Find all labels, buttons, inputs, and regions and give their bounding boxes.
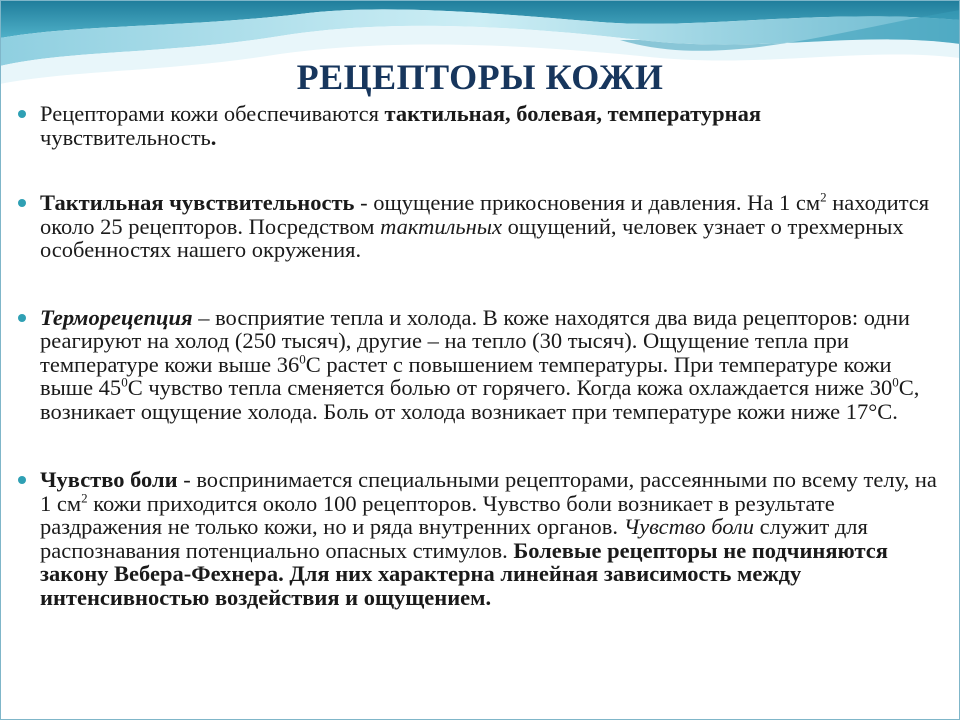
bullet-item-pain: [14, 468, 942, 609]
text-run: С чувство тепла сменяется болью от горячего. Когда кожа охлаждается ниже 30: [127, 375, 893, 400]
slide-title: РЕЦЕПТОРЫ КОЖИ: [296, 57, 664, 97]
bullet-dot-icon: [18, 199, 26, 207]
text-run: - ощущение прикосновения и давления. На 1 см: [354, 190, 821, 215]
text-run: Чувство боли: [623, 514, 754, 539]
text-run: находится около 25 рецепторов. Посредством: [40, 190, 930, 239]
superscript: 0: [121, 374, 128, 390]
superscript: 0: [299, 351, 306, 366]
superscript: 0: [892, 374, 899, 390]
text-run: Чувство боли: [40, 467, 178, 492]
text-run: тактильная, болевая, температурная: [384, 101, 762, 126]
text-run: Болевые рецепторы не подчиняются закону Вебера-Фехнера. Для них характерна линейная зависимость между интенсивностью воздействия и ощущением.: [40, 537, 888, 610]
bullet-dot-icon: [18, 314, 26, 322]
bullet-dot-icon: [18, 110, 26, 118]
bullet-item-tactile: [14, 191, 942, 262]
bullet-text: [40, 190, 929, 262]
text-run: кожи приходится около 100 рецепторов. Чувство боли возникает в результате раздражения не только кожи, но и ряда внутренних органов.: [40, 490, 835, 539]
bullet-text: [40, 305, 919, 424]
bullet-item-thermo: [14, 306, 942, 424]
superscript: 2: [820, 189, 827, 205]
text-run: - воспринимается специальными рецепторами, рассеянными по всему телу, на 1 см: [40, 467, 937, 516]
text-run: служит для распознавания потенциально опасных стимулов.: [40, 514, 868, 563]
bullet-text: [40, 467, 937, 610]
bullet-list: [14, 98, 942, 609]
superscript: 2: [81, 490, 88, 505]
text-run: чувствительность: [40, 124, 211, 150]
text-run: Рецепторами кожи обеспечиваются: [40, 101, 385, 126]
bullet-dot-icon: [18, 476, 26, 484]
text-run: Тактильная чувствительность: [40, 190, 355, 215]
text-run: С, возникает ощущение холода. Боль от холода возникает при температуре кожи ниже 17°С.: [40, 375, 920, 424]
text-run: ощущений, человек узнает о трехмерных особенностях нашего окружения.: [40, 213, 904, 262]
text-run: – восприятие тепла и холода. В коже находятся два вида рецепторов: одни реагируют на холод (250 тысяч), другие – на тепло (30 тысяч). Ощущение тепла при температуре кожи выше 36: [40, 304, 910, 377]
text-run: Терморецепция: [40, 304, 193, 330]
bullet-item-intro: [14, 102, 942, 149]
text-run: .: [210, 124, 217, 150]
text-run: С растет с повышением температуры. При температуре кожи выше 45: [40, 351, 892, 400]
text-run: тактильных: [380, 213, 503, 239]
bullet-text: [40, 101, 761, 150]
